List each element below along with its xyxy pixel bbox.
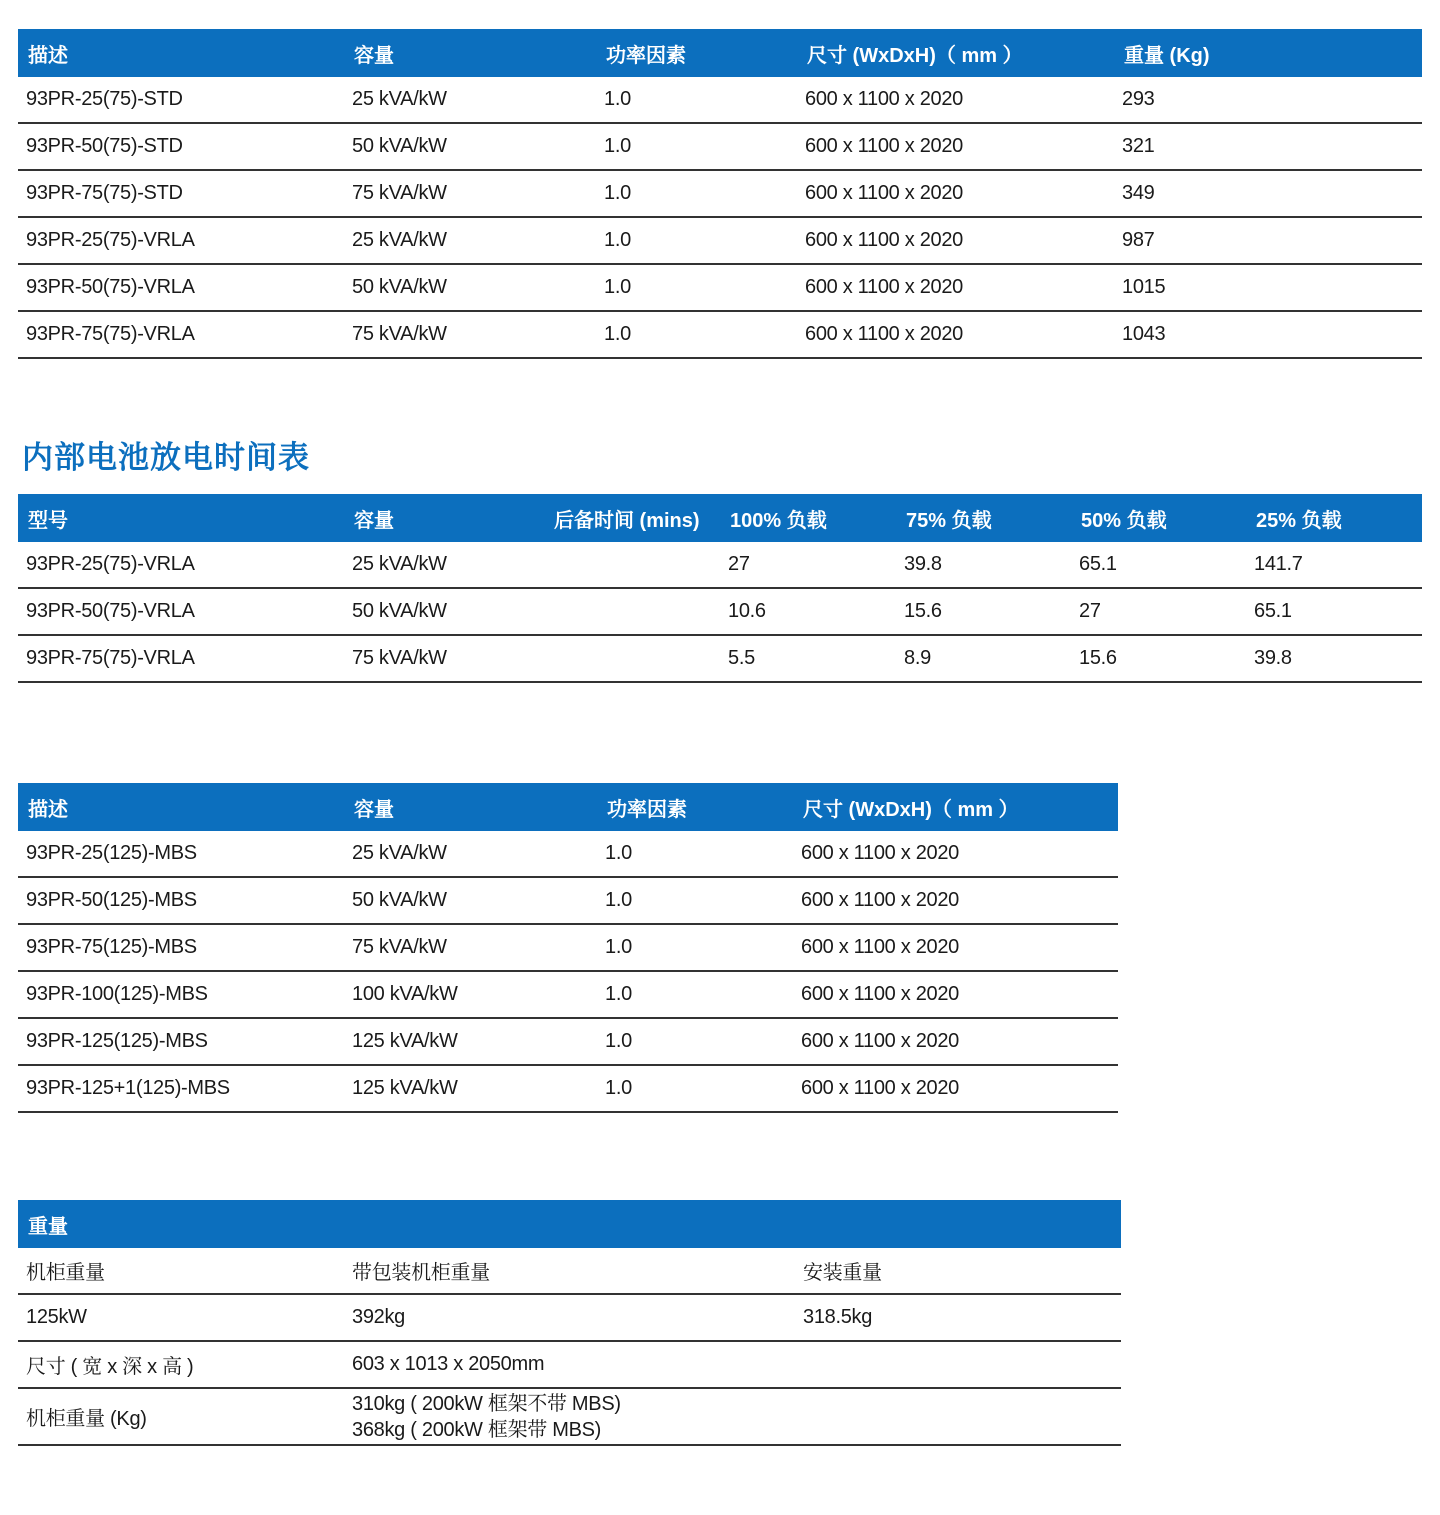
- cell-capacity: 125 kVA/kW: [352, 1077, 458, 1099]
- cell-model: 93PR-50(75)-VRLA: [26, 600, 195, 622]
- header-weight: 重量: [28, 1215, 68, 1238]
- header-capacity: 容量: [354, 509, 394, 532]
- table-row: [18, 1019, 1118, 1066]
- cell-model: 93PR-50(75)-STD: [26, 135, 183, 157]
- cell-dimensions: 600 x 1100 x 2020: [801, 842, 959, 864]
- cell-value: 603 x 1013 x 2050mm: [352, 1353, 545, 1375]
- cell-weight: 987: [1122, 229, 1155, 251]
- cell-power-factor: 1.0: [604, 182, 631, 204]
- cell-label: 机柜重量 (Kg): [26, 1408, 147, 1430]
- cell-label: 尺寸 ( 宽 x 深 x 高 ): [26, 1356, 194, 1378]
- cell-model: 93PR-25(75)-VRLA: [26, 553, 195, 575]
- table-row: [18, 972, 1118, 1019]
- table-header: [18, 1200, 1121, 1248]
- table-row: [18, 1066, 1118, 1113]
- header-capacity: 容量: [354, 798, 394, 821]
- header-weight: 重量 (Kg): [1124, 44, 1210, 67]
- header-dimensions: 尺寸 (WxDxH)（ mm ）: [807, 44, 1023, 67]
- cell-capacity: 75 kVA/kW: [352, 647, 447, 669]
- cell-dimensions: 600 x 1100 x 2020: [801, 983, 959, 1005]
- cell-dimensions: 600 x 1100 x 2020: [801, 936, 959, 958]
- cell-dimensions: 600 x 1100 x 2020: [801, 889, 959, 911]
- table-row: [18, 1295, 1121, 1342]
- cell-capacity: 75 kVA/kW: [352, 182, 447, 204]
- cell-power-factor: 1.0: [604, 135, 631, 157]
- table-row: [18, 878, 1118, 925]
- cell-dimensions: 600 x 1100 x 2020: [805, 88, 963, 110]
- cell-load-25: 65.1: [1254, 600, 1292, 622]
- cell-capacity: 75 kVA/kW: [352, 323, 447, 345]
- cell-load-100: 27: [728, 553, 750, 575]
- table-row: [18, 77, 1422, 124]
- cell-weight: 1015: [1122, 276, 1166, 298]
- table-header: [18, 783, 1118, 831]
- cell-model: 93PR-75(75)-VRLA: [26, 323, 195, 345]
- cell-load-75: 8.9: [904, 647, 931, 669]
- cell-weight: 349: [1122, 182, 1155, 204]
- table-row: [18, 831, 1118, 878]
- cell-capacity: 50 kVA/kW: [352, 135, 447, 157]
- header-load-25: 25% 负载: [1256, 509, 1342, 532]
- table-row: [18, 1389, 1121, 1446]
- cell-dimensions: 600 x 1100 x 2020: [805, 229, 963, 251]
- cell-dimensions: 600 x 1100 x 2020: [805, 182, 963, 204]
- table-header: [18, 29, 1422, 77]
- table-row: [18, 124, 1422, 171]
- cell-capacity: 25 kVA/kW: [352, 88, 447, 110]
- cell-label: 机柜重量: [26, 1262, 105, 1284]
- header-backup-time: 后备时间 (mins): [554, 509, 700, 532]
- cell-capacity: 25 kVA/kW: [352, 553, 447, 575]
- table-row: [18, 1248, 1121, 1295]
- cell-label: 125kW: [26, 1306, 87, 1328]
- cell-value: 安装重量: [803, 1262, 882, 1284]
- header-capacity: 容量: [354, 44, 394, 67]
- cell-load-25: 141.7: [1254, 553, 1303, 575]
- table-row: [18, 542, 1422, 589]
- cell-capacity: 75 kVA/kW: [352, 936, 447, 958]
- table-row: [18, 171, 1422, 218]
- cell-load-50: 15.6: [1079, 647, 1117, 669]
- table-header: [18, 494, 1422, 542]
- table-row: [18, 218, 1422, 265]
- cell-power-factor: 1.0: [605, 889, 632, 911]
- header-dimensions: 尺寸 (WxDxH)（ mm ）: [803, 798, 1019, 821]
- weight-table: [18, 1200, 1121, 1446]
- battery-runtime-table: [18, 494, 1422, 683]
- header-model: 型号: [28, 509, 68, 532]
- cell-model: 93PR-75(75)-VRLA: [26, 647, 195, 669]
- cell-power-factor: 1.0: [605, 936, 632, 958]
- spec-table-std-vrla: [18, 29, 1422, 359]
- cell-capacity: 50 kVA/kW: [352, 276, 447, 298]
- cell-line: 368kg ( 200kW 框架带 MBS): [352, 1418, 602, 1441]
- cell-load-75: 15.6: [904, 600, 942, 622]
- cell-model: 93PR-25(75)-VRLA: [26, 229, 195, 251]
- cell-model: 93PR-50(75)-VRLA: [26, 276, 195, 298]
- cell-weight: 1043: [1122, 323, 1166, 345]
- cell-power-factor: 1.0: [604, 323, 631, 345]
- cell-dimensions: 600 x 1100 x 2020: [801, 1030, 959, 1052]
- cell-power-factor: 1.0: [604, 88, 631, 110]
- cell-value: 带包装机柜重量: [352, 1262, 490, 1284]
- cell-weight: 293: [1122, 88, 1155, 110]
- cell-dimensions: 600 x 1100 x 2020: [805, 323, 963, 345]
- cell-power-factor: 1.0: [605, 1030, 632, 1052]
- cell-model: 93PR-50(125)-MBS: [26, 889, 197, 911]
- cell-capacity: 25 kVA/kW: [352, 229, 447, 251]
- header-power-factor: 功率因素: [607, 798, 687, 821]
- cell-load-50: 65.1: [1079, 553, 1117, 575]
- cell-model: 93PR-75(125)-MBS: [26, 936, 197, 958]
- table-row: [18, 636, 1422, 683]
- header-load-50: 50% 负载: [1081, 509, 1167, 532]
- section-title-battery-runtime: 内部电池放电时间表: [22, 440, 310, 475]
- cell-capacity: 125 kVA/kW: [352, 1030, 458, 1052]
- cell-model: 93PR-75(75)-STD: [26, 182, 183, 204]
- header-description: 描述: [28, 798, 68, 821]
- table-row: [18, 265, 1422, 312]
- cell-power-factor: 1.0: [605, 983, 632, 1005]
- header-power-factor: 功率因素: [606, 44, 686, 67]
- cell-model: 93PR-25(75)-STD: [26, 88, 183, 110]
- cell-power-factor: 1.0: [604, 276, 631, 298]
- header-load-75: 75% 负载: [906, 509, 992, 532]
- cell-dimensions: 600 x 1100 x 2020: [805, 276, 963, 298]
- cell-load-100: 10.6: [728, 600, 766, 622]
- cell-model: 93PR-125+1(125)-MBS: [26, 1077, 230, 1099]
- cell-dimensions: 600 x 1100 x 2020: [801, 1077, 959, 1099]
- spec-table-mbs: [18, 783, 1118, 1113]
- cell-load-100: 5.5: [728, 647, 755, 669]
- cell-capacity: 25 kVA/kW: [352, 842, 447, 864]
- table-row: [18, 925, 1118, 972]
- cell-model: 93PR-125(125)-MBS: [26, 1030, 208, 1052]
- cell-power-factor: 1.0: [605, 842, 632, 864]
- cell-model: 93PR-100(125)-MBS: [26, 983, 208, 1005]
- header-load-100: 100% 负载: [730, 509, 827, 532]
- cell-value: 392kg: [352, 1306, 405, 1328]
- cell-load-75: 39.8: [904, 553, 942, 575]
- table-row: [18, 312, 1422, 359]
- cell-capacity: 50 kVA/kW: [352, 889, 447, 911]
- cell-value-multiline: [344, 1391, 795, 1443]
- cell-load-50: 27: [1079, 600, 1101, 622]
- header-description: 描述: [28, 44, 68, 67]
- cell-load-25: 39.8: [1254, 647, 1292, 669]
- cell-weight: 321: [1122, 135, 1155, 157]
- table-row: [18, 1342, 1121, 1389]
- cell-value: 318.5kg: [803, 1306, 873, 1328]
- cell-dimensions: 600 x 1100 x 2020: [805, 135, 963, 157]
- cell-model: 93PR-25(125)-MBS: [26, 842, 197, 864]
- cell-power-factor: 1.0: [605, 1077, 632, 1099]
- cell-capacity: 50 kVA/kW: [352, 600, 447, 622]
- cell-capacity: 100 kVA/kW: [352, 983, 458, 1005]
- table-row: [18, 589, 1422, 636]
- cell-line: 310kg ( 200kW 框架不带 MBS): [352, 1392, 621, 1415]
- cell-power-factor: 1.0: [604, 229, 631, 251]
